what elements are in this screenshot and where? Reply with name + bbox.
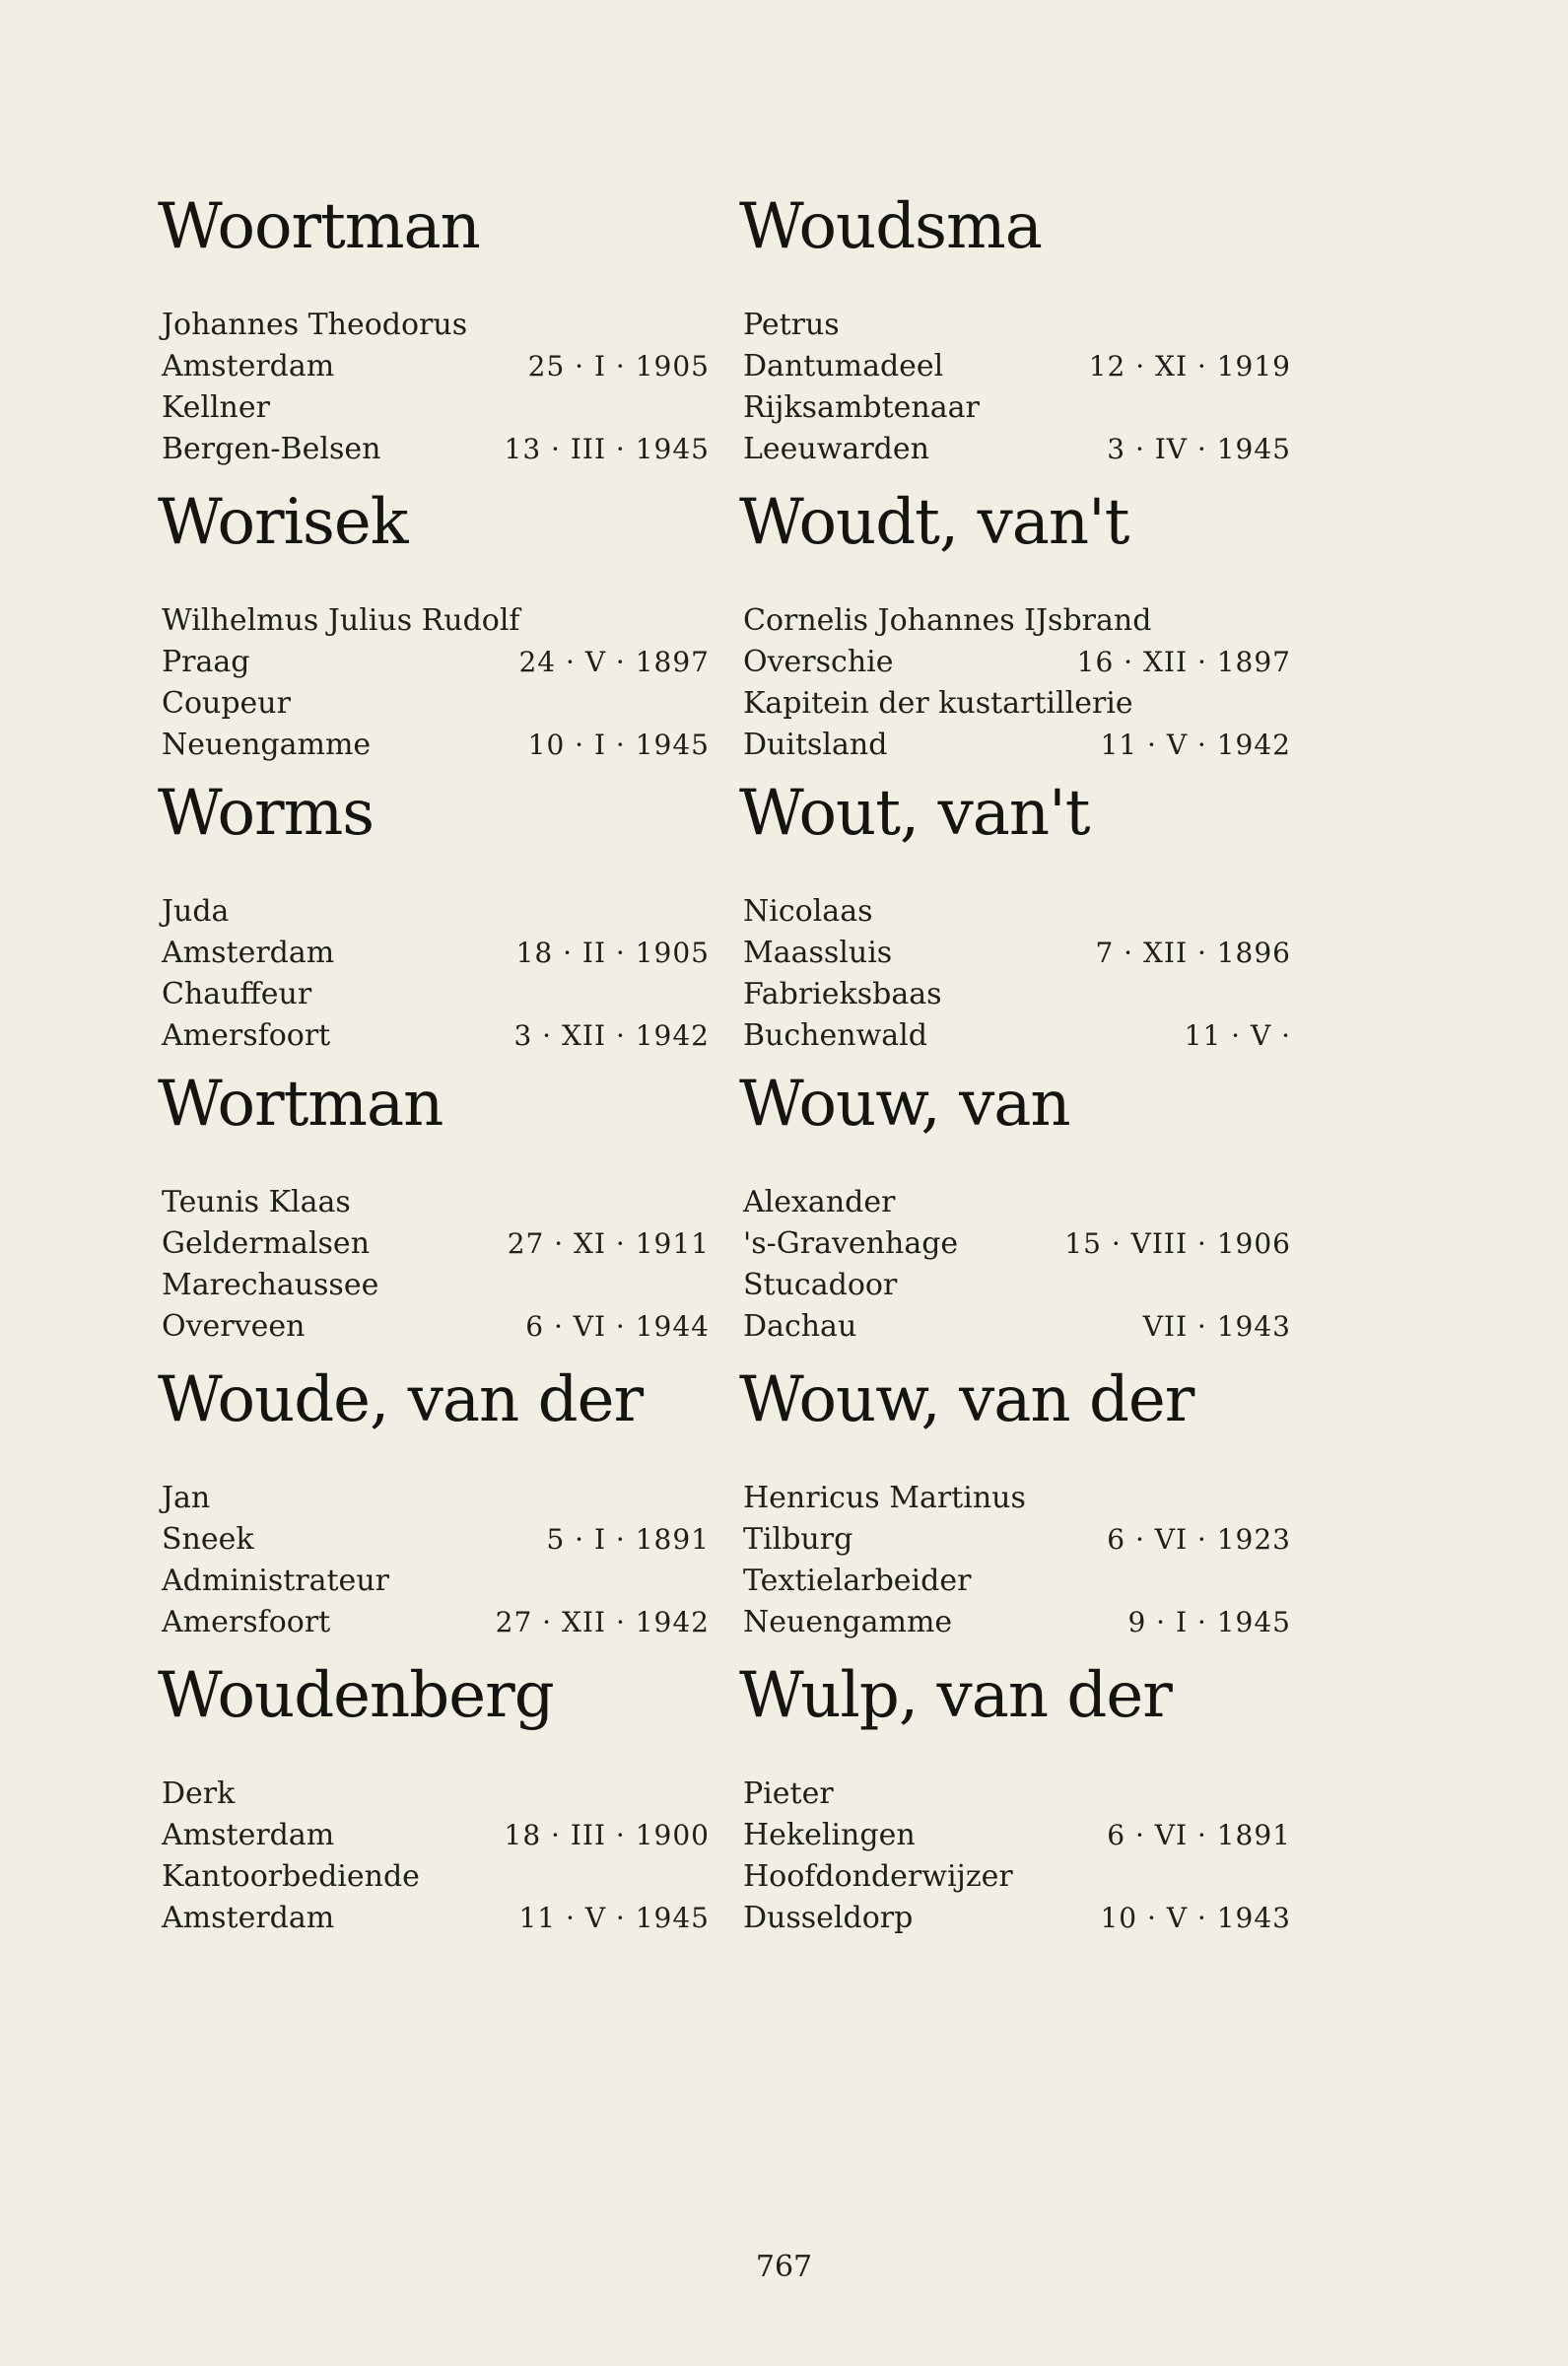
death-place: Neuengamme (162, 728, 372, 762)
birth-date: 18 · II · 1905 (515, 937, 710, 969)
death-date: VII · 1943 (1142, 1310, 1291, 1343)
occupation: Fabrieksbaas (743, 977, 942, 1011)
given-names: Henricus Martinus (743, 1481, 1026, 1515)
death-date: 11 · V · (1184, 1019, 1291, 1052)
birth-date: 24 · V · 1897 (518, 646, 710, 678)
given-names: Teunis Klaas (162, 1185, 351, 1219)
birth-place: Praag (162, 645, 250, 679)
death-place: Bergen-Belsen (162, 432, 381, 466)
given-names: Wilhelmus Julius Rudolf (162, 603, 520, 638)
birth-place: Hekelingen (743, 1818, 916, 1852)
birth-date: 5 · I · 1891 (546, 1523, 710, 1556)
given-names: Nicolaas (743, 894, 873, 929)
death-place: Buchenwald (743, 1018, 927, 1053)
given-names: Derk (162, 1776, 236, 1811)
birth-date: 27 · XI · 1911 (507, 1227, 710, 1260)
occupation: Chauffeur (162, 977, 312, 1011)
birth-date: 12 · XI · 1919 (1088, 350, 1291, 383)
given-names: Juda (162, 894, 230, 929)
surname-heading: Worisek (158, 486, 408, 559)
occupation: Textielarbeider (743, 1564, 972, 1598)
birth-place: Dantumadeel (743, 349, 944, 383)
birth-place: Geldermalsen (162, 1226, 371, 1261)
given-names: Johannes Theodorus (162, 308, 468, 342)
death-date: 6 · VI · 1944 (525, 1310, 710, 1343)
given-names: Pieter (743, 1776, 834, 1811)
birth-place: Amsterdam (162, 1818, 335, 1852)
birth-place: Overschie (743, 645, 894, 679)
death-place: Amersfoort (162, 1018, 331, 1053)
occupation: Coupeur (162, 686, 291, 721)
birth-place: Amsterdam (162, 936, 335, 970)
occupation: Rijksambtenaar (743, 390, 980, 425)
surname-heading: Woortman (158, 190, 480, 263)
surname-heading: Wulp, van der (739, 1659, 1172, 1732)
occupation: Hoofdonderwijzer (743, 1859, 1013, 1894)
page-number: 767 (755, 2250, 813, 2284)
birth-date: 7 · XII · 1896 (1095, 937, 1291, 969)
surname-heading: Woude, van der (158, 1363, 644, 1436)
surname-heading: Wout, van't (739, 777, 1090, 850)
death-place: Amersfoort (162, 1605, 331, 1639)
given-names: Jan (162, 1481, 211, 1515)
occupation: Marechaussee (162, 1268, 379, 1302)
surname-heading: Woudt, van't (739, 486, 1129, 559)
occupation: Kapitein der kustartillerie (743, 686, 1133, 721)
birth-place: Maassluis (743, 936, 893, 970)
occupation: Administrateur (162, 1564, 389, 1598)
surname-heading: Wortman (158, 1068, 443, 1141)
birth-date: 16 · XII · 1897 (1076, 646, 1291, 678)
death-date: 9 · I · 1945 (1127, 1606, 1291, 1638)
death-place: Dusseldorp (743, 1901, 914, 1935)
birth-place: 's-Gravenhage (743, 1226, 959, 1261)
occupation: Kellner (162, 390, 270, 425)
birth-date: 6 · VI · 1891 (1107, 1819, 1291, 1851)
birth-date: 15 · VIII · 1906 (1064, 1227, 1291, 1260)
death-date: 3 · XII · 1942 (513, 1019, 710, 1052)
occupation: Stucadoor (743, 1268, 898, 1302)
death-place: Amsterdam (162, 1901, 335, 1935)
surname-heading: Woudsma (739, 190, 1042, 263)
death-date: 10 · I · 1945 (527, 729, 710, 761)
death-date: 10 · V · 1943 (1100, 1902, 1291, 1934)
death-date: 11 · V · 1942 (1100, 729, 1291, 761)
birth-date: 25 · I · 1905 (527, 350, 710, 383)
given-names: Alexander (743, 1185, 896, 1219)
surname-heading: Wouw, van der (739, 1363, 1194, 1436)
death-date: 27 · XII · 1942 (495, 1606, 710, 1638)
birth-date: 18 · III · 1900 (504, 1819, 710, 1851)
death-place: Leeuwarden (743, 432, 929, 466)
death-place: Dachau (743, 1309, 857, 1344)
surname-heading: Worms (158, 777, 375, 850)
surname-heading: Wouw, van (739, 1068, 1070, 1141)
death-date: 13 · III · 1945 (504, 433, 710, 465)
birth-date: 6 · VI · 1923 (1107, 1523, 1291, 1556)
death-date: 3 · IV · 1945 (1107, 433, 1291, 465)
birth-place: Amsterdam (162, 349, 335, 383)
death-date: 11 · V · 1945 (518, 1902, 710, 1934)
death-place: Neuengamme (743, 1605, 953, 1639)
given-names: Cornelis Johannes IJsbrand (743, 603, 1152, 638)
given-names: Petrus (743, 308, 840, 342)
occupation: Kantoorbediende (162, 1859, 420, 1894)
surname-heading: Woudenberg (158, 1659, 554, 1732)
death-place: Overveen (162, 1309, 306, 1344)
birth-place: Sneek (162, 1522, 254, 1557)
birth-place: Tilburg (743, 1522, 853, 1557)
death-place: Duitsland (743, 728, 888, 762)
